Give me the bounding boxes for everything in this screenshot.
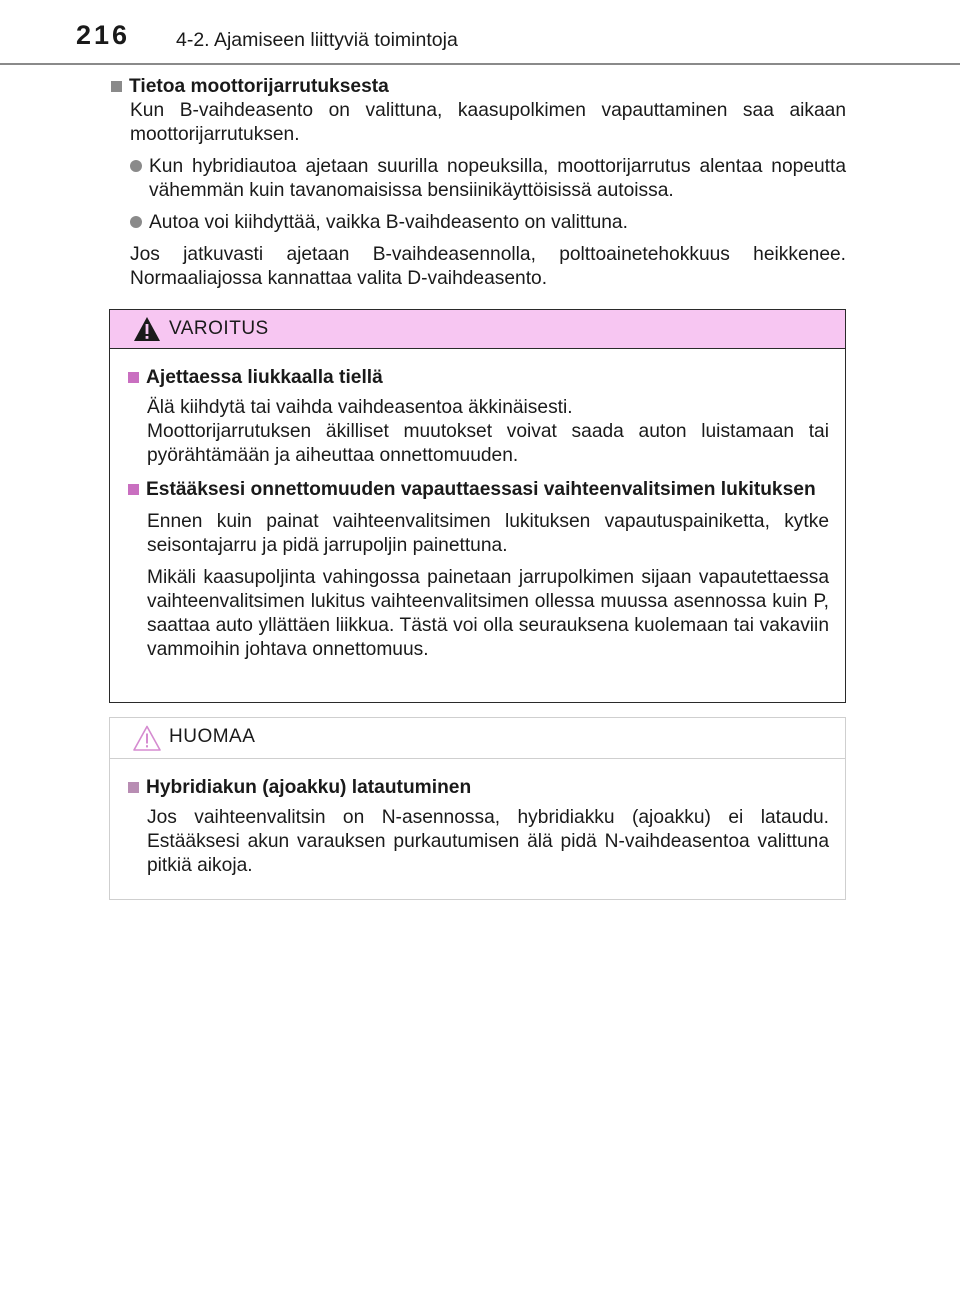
section-heading — [111, 75, 846, 99]
square-bullet-icon — [111, 81, 122, 92]
heading-text: Tietoa moottorijarrutuksesta — [129, 76, 389, 97]
header-divider — [0, 63, 960, 65]
page-number: 216 — [76, 20, 131, 50]
notice-title: HUOMAA — [169, 726, 256, 747]
paragraph: Jos jatkuvasti ajetaan B-vaihdeasennolla, polttoainetehokkuus heikkenee. Normaaliajossa kannattaa valita D-vaihdeasento. — [130, 244, 846, 289]
notice-box — [109, 717, 846, 900]
warning-triangle-icon — [132, 315, 162, 343]
square-bullet-icon — [128, 372, 139, 383]
paragraph: Ennen kuin painat vaihteenvalitsimen lukituksen vapautuspainiketta, kytke seisontajarru ja pidä jarrupoljin painettuna. — [147, 511, 829, 556]
warning-body — [110, 349, 845, 662]
section-title: 4-2. Ajamiseen liittyviä toimintoja — [176, 29, 458, 51]
engine-braking-section — [111, 75, 846, 291]
warning-section-heading — [128, 366, 829, 390]
warning-section-heading — [128, 478, 829, 502]
warning-header — [110, 310, 845, 349]
page-header — [0, 0, 960, 64]
list-item — [130, 155, 846, 203]
caution-triangle-outline-icon — [132, 724, 162, 752]
round-bullet-icon — [130, 160, 142, 172]
heading-text: Ajettaessa liukkaalla tiellä — [146, 367, 383, 388]
notice-section-heading — [128, 776, 829, 800]
list-item — [130, 211, 846, 235]
list-item-text: Autoa voi kiihdyttää, vaikka B-vaihdeasento on valittuna. — [149, 212, 628, 233]
paragraph: Kun B-vaihdeasento on valittuna, kaasupolkimen vapauttaminen saa aikaan moottorijarrutuksen. — [130, 100, 846, 145]
warning-box — [109, 309, 846, 703]
notice-header — [110, 718, 845, 759]
heading-text: Estääksesi onnettomuuden vapauttaessasi vaihteenvalitsimen lukituksen — [146, 479, 816, 500]
round-bullet-icon — [130, 216, 142, 228]
square-bullet-icon — [128, 484, 139, 495]
paragraph: Mikäli kaasupoljinta vahingossa painetaan jarrupolkimen sijaan vapautettaessa vaihteenvalitsimen lukitus vaihteenvalitsimen ollessa muussa asennossa kuin P, saattaa auto yllättäen liikkua. Tästä voi olla seurauksena kuolemaan tai vakaviin vammoihin johtava onnettomuus. — [147, 567, 829, 660]
square-bullet-icon — [128, 782, 139, 793]
heading-text: Hybridiakun (ajoakku) latautuminen — [146, 777, 472, 798]
paragraph: Älä kiihdytä tai vaihda vaihdeasentoa äkkinäisesti. — [147, 397, 573, 418]
list-item-text: Kun hybridiautoa ajetaan suurilla nopeuksilla, moottorijarrutus alentaa nopeutta vähemmän kuin tavanomaisissa bensiinikäyttöisissä autoissa. — [149, 156, 846, 201]
paragraph: Moottorijarrutuksen äkilliset muutokset voivat saada auton luistamaan tai pyörähtämään ja aiheuttaa onnettomuuden. — [147, 421, 829, 466]
warning-title: VAROITUS — [169, 318, 269, 339]
paragraph: Jos vaihteenvalitsin on N-asennossa, hybridiakku (ajoakku) ei lataudu. Estääksesi akun varauksen purkautumisen älä pidä N-vaihdeasentoa valittuna pitkiä aikoja. — [147, 807, 829, 876]
notice-body — [110, 759, 845, 878]
